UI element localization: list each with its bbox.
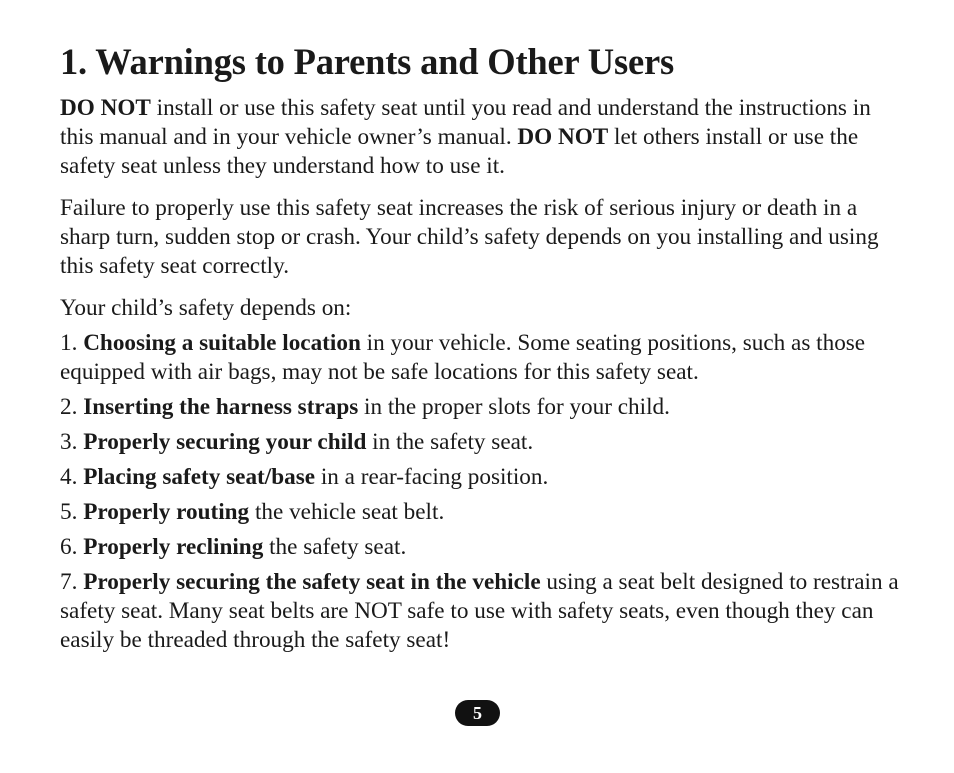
list-item-emphasis: Properly securing the safety seat in the vehicle — [83, 569, 541, 595]
list-item-4 — [60, 463, 910, 492]
list-item-emphasis: Properly routing — [83, 499, 250, 525]
list-number: 1. — [60, 330, 84, 356]
do-not-emphasis: DO NOT — [517, 124, 609, 150]
paragraph-text: install or use this safety seat until you read and understand the instructions in this manual and in your vehicle owner’s manual. — [60, 95, 871, 150]
list-number: 4. — [60, 464, 84, 490]
list-intro: Your child’s safety depends on: — [60, 295, 352, 321]
list-item-text: using a seat belt designed to restrain a safety seat. Many seat belts are NOT safe to use with safety seats, even though they can easily be threaded through the safety seat! — [60, 569, 899, 653]
list-number: 7. — [60, 569, 84, 595]
list-number: 6. — [60, 534, 84, 560]
list-number: 2. — [60, 394, 84, 420]
list-item-emphasis: Properly securing your child — [83, 429, 367, 455]
list-item-7 — [60, 568, 910, 655]
list-item-text: in the proper slots for your child. — [358, 394, 670, 420]
warning-paragraph-1 — [60, 94, 910, 181]
list-item-emphasis: Placing safety seat/base — [83, 464, 316, 490]
warning-paragraph-2: Failure to properly use this safety seat increases the risk of serious injury or death in a sharp turn, sudden stop or crash. Your child’s safety depends on you installing and using this safety seat correctly. — [60, 195, 879, 279]
list-item-emphasis: Inserting the harness straps — [83, 394, 359, 420]
list-item-text: in your vehicle. Some seating positions, such as those equipped with air bags, may not be safe locations for this safety seat. — [60, 330, 866, 385]
list-item-1 — [60, 329, 910, 387]
list-item-2 — [60, 393, 910, 422]
list-item-5 — [60, 498, 910, 527]
list-item-emphasis: Properly reclining — [83, 534, 264, 560]
document-page — [60, 40, 910, 661]
list-number: 5. — [60, 499, 84, 525]
list-number: 3. — [60, 429, 84, 455]
do-not-emphasis: DO NOT — [60, 95, 151, 121]
list-item-text: in a rear-facing position. — [315, 464, 549, 490]
paragraph-text: let others install or use the safety seat unless they understand how to use it. — [60, 124, 859, 179]
list-item-3 — [60, 428, 910, 457]
list-item-emphasis: Choosing a suitable location — [83, 330, 361, 356]
list-item-6 — [60, 533, 910, 562]
page-number-badge: 5 — [455, 700, 500, 726]
page-title: 1. Warnings to Parents and Other Users — [60, 41, 674, 82]
list-item-text: the safety seat. — [263, 534, 407, 560]
list-item-text: the vehicle seat belt. — [249, 499, 445, 525]
list-item-text: in the safety seat. — [366, 429, 534, 455]
